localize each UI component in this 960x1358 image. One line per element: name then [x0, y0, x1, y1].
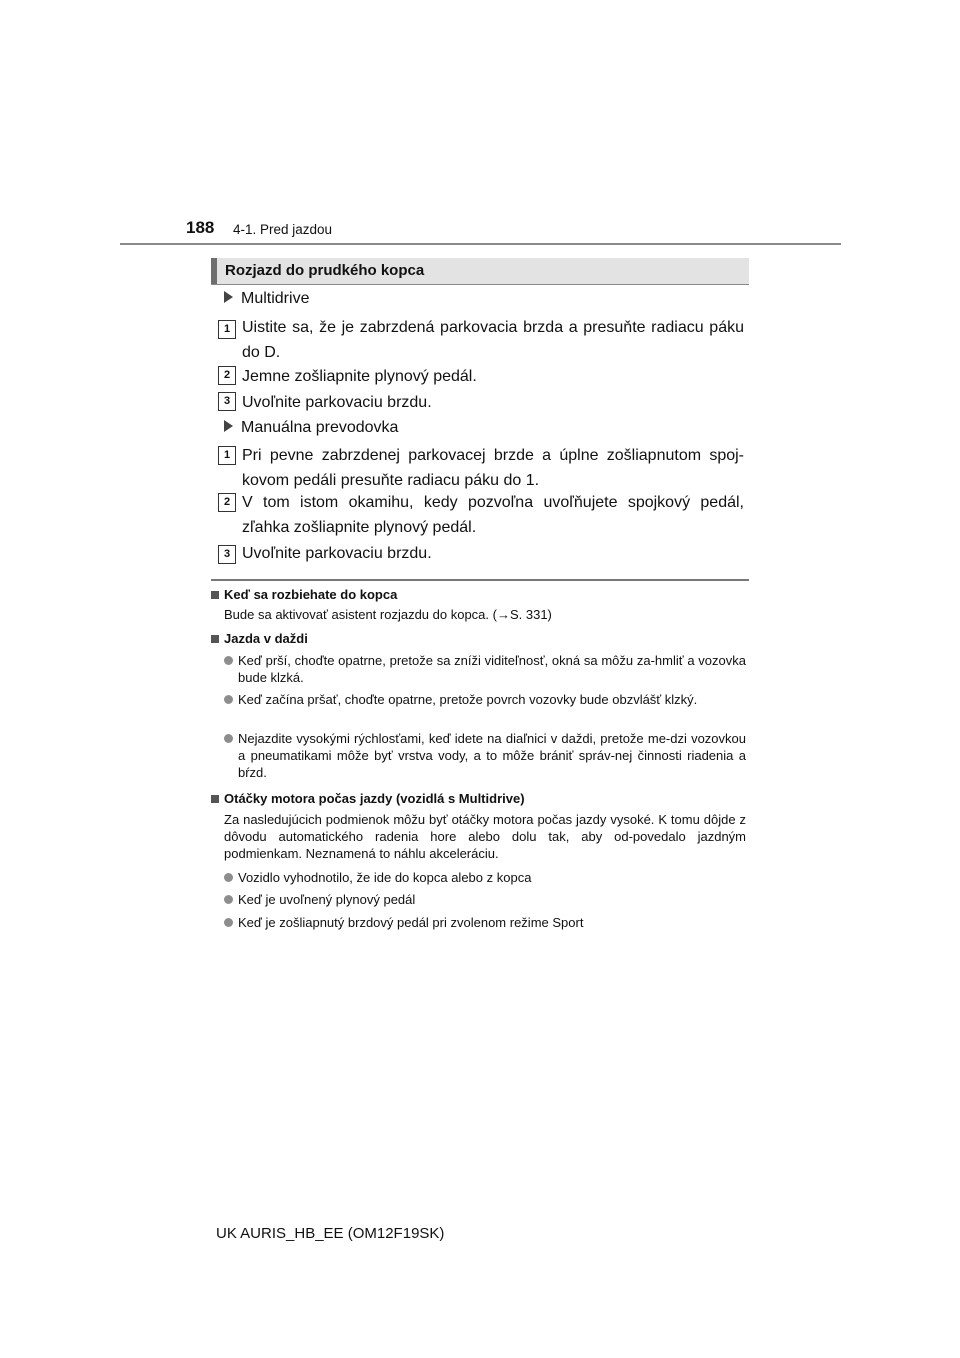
section-divider — [211, 579, 749, 581]
section-header — [211, 258, 749, 285]
square-bullet-icon — [211, 591, 219, 599]
step-text: Uvoľnite parkovaciu brzdu. — [242, 545, 432, 562]
step-text: Jemne zošliapnite plynový pedál. — [242, 368, 477, 385]
bullet-dot-icon — [224, 656, 233, 665]
bullet-dot-icon — [224, 873, 233, 882]
note-bullet: Keď je uvoľnený plynový pedál — [224, 891, 746, 908]
note-bullet: Keď je zošliapnutý brzdový pedál pri zvolenom režime Sport — [224, 914, 746, 931]
bullet-dot-icon — [224, 695, 233, 704]
step-text: Uistite sa, že je zabrzdená parkovacia brzda a presuňte radiacu páku do D. — [242, 319, 744, 361]
note-heading: Keď sa rozbiehate do kopca — [211, 587, 397, 602]
square-bullet-icon — [211, 635, 219, 643]
note-heading: Otáčky motora počas jazdy (vozidlá s Multidrive) — [211, 791, 525, 806]
step-number-box: 2 — [218, 366, 236, 385]
footer-model: UK AURIS_HB_EE (OM12F19SK) — [216, 1225, 445, 1242]
step-text: V tom istom okamihu, kedy pozvoľna uvoľňujete spojkový pedál, zľahka zošliapnite plynový pedál. — [242, 494, 744, 536]
note-bullet: Nejazdite vysokými rýchlosťami, keď idete na diaľnici v daždi, pretože me-dzi vozovkou a pneumatikami môže byť vrstva vody, a to môže brániť správ-nej činnosti riadenia a bŕzd. — [224, 730, 746, 781]
square-bullet-icon — [211, 795, 219, 803]
page-number: 188 — [186, 218, 215, 237]
step-number-box: 3 — [218, 545, 236, 564]
bullet-dot-icon — [224, 918, 233, 927]
step-number-box: 2 — [218, 493, 236, 512]
triangle-bullet-icon — [224, 291, 233, 303]
note-text: Bude sa aktivovať asistent rozjazdu do kopca. (→S. 331) — [224, 607, 552, 622]
bullet-dot-icon — [224, 734, 233, 743]
section-marker — [211, 258, 217, 284]
manual-heading: Manuálna prevodovka — [224, 419, 398, 437]
step-number-box: 1 — [218, 446, 236, 465]
bullet-dot-icon — [224, 895, 233, 904]
chapter-title: 4-1. Pred jazdou — [233, 222, 333, 237]
section-title: Rozjazd do prudkého kopca — [225, 262, 425, 279]
multidrive-heading: Multidrive — [224, 290, 309, 308]
note-bullet: Vozidlo vyhodnotilo, že ide do kopca alebo z kopca — [224, 869, 746, 886]
triangle-bullet-icon — [224, 420, 233, 432]
note-heading: Jazda v daždi — [211, 631, 308, 646]
header-divider — [120, 243, 841, 245]
step-number-box: 3 — [218, 392, 236, 411]
note-text: Za nasledujúcich podmienok môžu byť otáčky motora počas jazdy vysoké. K tomu dôjde z dôvodu automatického radenia hore alebo dolu tak, aby od-povedalo jazdným podmienkam. Neznamená to náhlu akceleráciu. — [224, 812, 746, 861]
step-text: Pri pevne zabrzdenej parkovacej brzde a úplne zošliapnutom spoj-kovom pedáli presuňte radiacu páku do 1. — [242, 447, 744, 489]
note-bullet: Keď začína pršať, choďte opatrne, pretože povrch vozovky bude obzvlášť klzký. — [224, 691, 746, 708]
step-text: Uvoľnite parkovaciu brzdu. — [242, 394, 432, 411]
note-bullet: Keď prší, choďte opatrne, pretože sa zníži viditeľnosť, okná sa môžu za-hmliť a vozovka bude klzká. — [224, 652, 746, 686]
step-number-box: 1 — [218, 320, 236, 339]
